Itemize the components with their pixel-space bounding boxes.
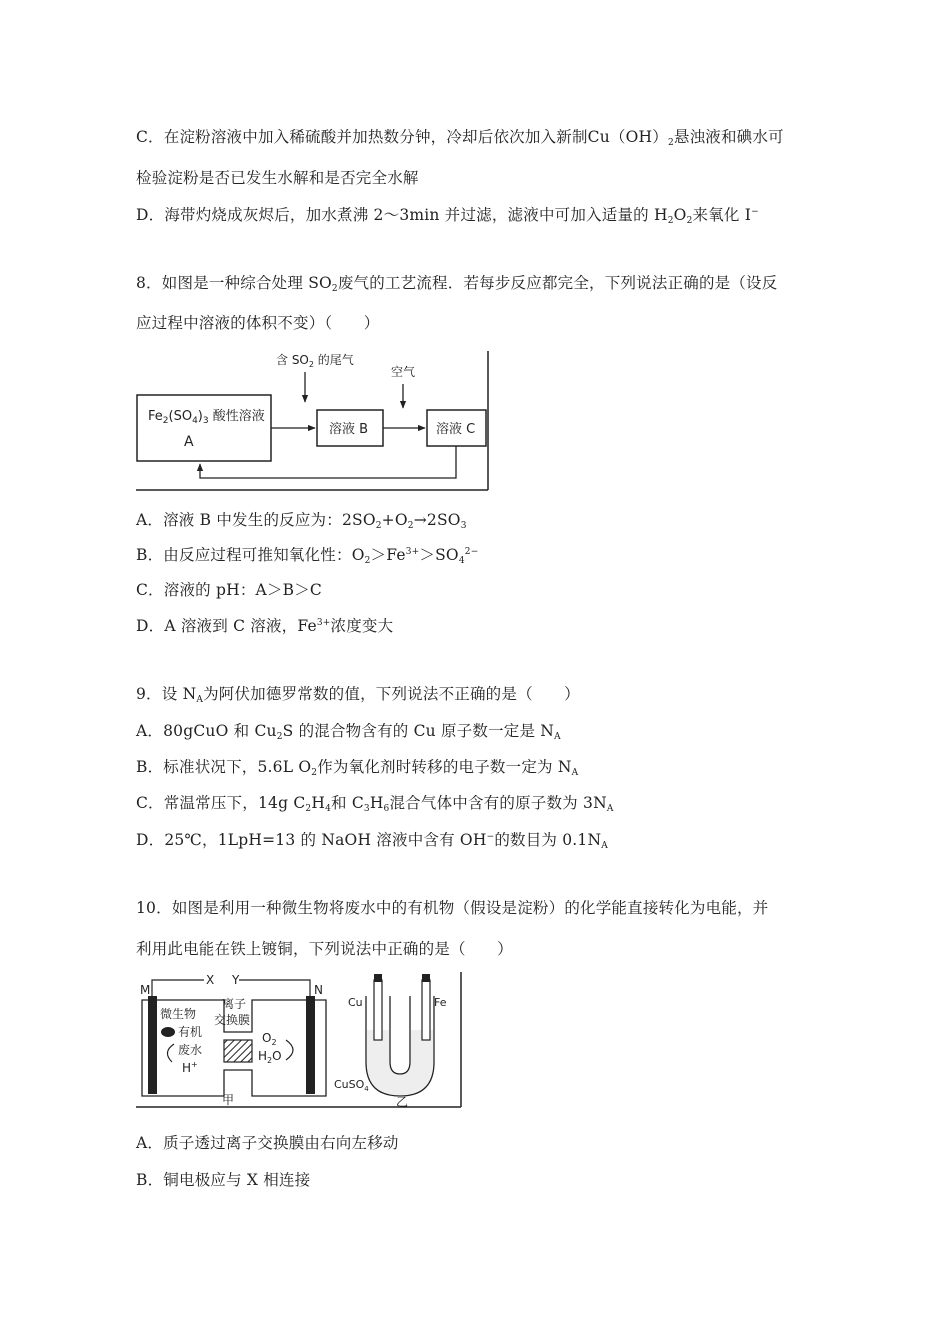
q9-option-d: D．25℃，1LpH=13 的 NaOH 溶液中含有 OH−的数目为 $0.1N_A$	[136, 831, 608, 851]
electrode-n	[306, 996, 315, 1094]
q7-option-c-line2: 检验淀粉是否已发生水解和是否完全水解	[136, 169, 419, 187]
q10-electrolysis-diagram	[134, 970, 466, 1112]
u-tube-inner	[390, 996, 410, 1074]
label-organic: 有机	[178, 1025, 203, 1039]
box-b-label: 溶液 B	[329, 422, 369, 437]
q9-stem: 9．设 $N_A$为阿伏加德罗常数的值，下列说法不正确的是（ ）	[136, 685, 580, 705]
electrode-m	[148, 996, 157, 1094]
label-microbe: 微生物	[160, 1007, 197, 1021]
q7-option-d: D．海带灼烧成灰烬后，加水煮沸 2～3min 并过滤，滤液中可加入适量的 $H_2O_2$来氧化 I−	[136, 206, 759, 226]
box-a-label: $Fe_2(SO_4)_3$ 酸性溶液	[148, 409, 265, 426]
box-a-letter: A	[184, 434, 194, 450]
q8-option-a: A．溶液 B 中发生的反应为：$2SO_2+O_2\to 2SO_3$	[136, 511, 467, 531]
label-membrane-1: 离子	[222, 997, 247, 1011]
electrode-cu	[374, 980, 382, 1040]
q8-stem-line2: 应过程中溶液的体积不变）（ ）	[136, 314, 380, 332]
q8-option-d: D．A 溶液到 C 溶液，$Fe^{3+}$浓度变大	[136, 617, 394, 635]
q10-stem-line2: 利用此电能在铁上镀铜，下列说法中正确的是（ ）	[136, 940, 513, 958]
label-yi: 乙	[396, 1095, 409, 1109]
ion-exchange-membrane	[224, 1040, 252, 1062]
label-fe: Fe	[434, 996, 447, 1009]
label-n: N	[314, 983, 323, 997]
curved-arrow-right	[286, 1040, 293, 1060]
label-cuso4: CuSO$_4$	[334, 1078, 369, 1093]
input-so2-label: 含 $SO_2$ 的尾气	[276, 353, 354, 369]
input-air-label: 空气	[391, 365, 416, 379]
label-o2: $O_2$	[262, 1031, 277, 1047]
label-proton: H+	[182, 1060, 198, 1075]
q10-option-b: B．铜电极应与 X 相连接	[136, 1171, 311, 1189]
box-c-label: 溶液 C	[436, 422, 476, 437]
q8-option-c: C．溶液的 pH：A＞B＞C	[136, 581, 322, 599]
q10-stem-line1: 10．如图是利用一种微生物将废水中的有机物（假设是淀粉）的化学能直接转化为电能，并	[136, 899, 769, 917]
microbe-blob	[161, 1027, 175, 1037]
q8-stem-line1: 8．如图是一种综合处理 $SO_2$废气的工艺流程．若每步反应都完全，下列说法正确的是（设反	[136, 274, 778, 294]
q9-option-b: B．标准状况下，5.6L $O_2$作为氧化剂时转移的电子数一定为 $N_A$	[136, 758, 579, 778]
q8-option-b: B．由反应过程可推知氧化性：$O_2>Fe^{3+}>SO_4^{2-}$	[136, 546, 479, 566]
curved-arrow-left	[167, 1044, 174, 1062]
wire-m	[152, 980, 204, 996]
label-wastewater: 废水	[178, 1043, 203, 1057]
q7-option-c-line1: C．在淀粉溶液中加入稀硫酸并加热数分钟，冷却后依次加入新制$Cu(OH)_2$悬浊液和碘水可	[136, 128, 784, 148]
q9-option-c: C．常温常压下，14g $C_2H_4$和 $C_3H_6$混合气体中含有的原子数为 $3N_A$	[136, 794, 614, 814]
wire-n	[239, 980, 310, 996]
label-h2o: $H_2O$	[258, 1049, 282, 1065]
label-x: X	[206, 973, 215, 987]
box-a	[137, 395, 271, 461]
label-y: Y	[232, 973, 240, 987]
label-membrane-2: 交换膜	[214, 1013, 251, 1027]
electrode-cu-cap	[374, 974, 382, 982]
q9-option-a: A．80gCuO 和 $Cu_2S$ 的混合物含有的 Cu 原子数一定是 $N_A$	[136, 722, 561, 742]
label-cu: Cu	[348, 996, 363, 1009]
label-jia: 甲	[222, 1093, 235, 1107]
label-m: M	[140, 983, 151, 997]
q8-flow-diagram	[134, 348, 494, 496]
electrode-fe	[422, 980, 430, 1040]
electrode-fe-cap	[422, 974, 430, 982]
arrow-recycle-c-to-a	[200, 446, 456, 478]
q10-option-a: A．质子透过离子交换膜由右向左移动	[136, 1134, 399, 1152]
